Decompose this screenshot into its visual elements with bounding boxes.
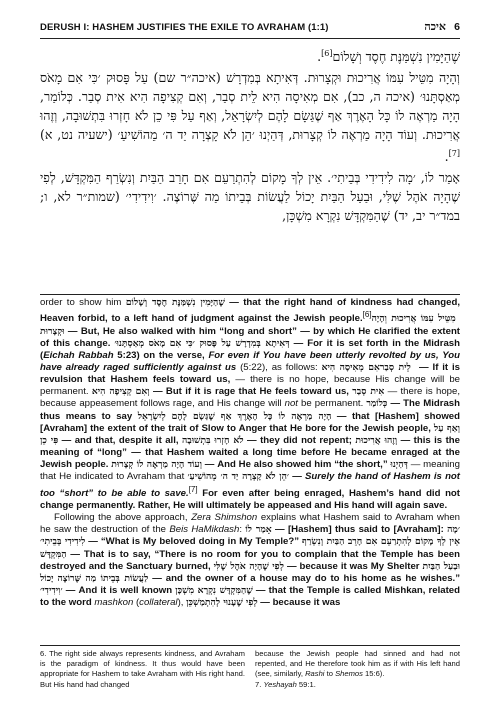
text-run: — For it is set forth in the Midrash ( xyxy=(40,337,460,361)
text-run: — there is no hope, because His change will be permanent. xyxy=(40,374,460,398)
hebrew-main-text xyxy=(40,44,460,227)
footnote-marker: [7] xyxy=(448,149,460,159)
text-run: Surely the hand of Hashem is not too “short” to be able to save. xyxy=(40,471,460,499)
text-run: — they did not repent; xyxy=(243,434,356,446)
text-run: — because it was xyxy=(257,597,341,609)
english-commentary xyxy=(40,297,460,609)
text-run: — But, He also walked with him “long and short” — by which He clarified the extent of this change. xyxy=(40,325,460,349)
text-run: be permanent. xyxy=(297,398,367,410)
text-run: Following the above approach, xyxy=(54,512,192,524)
text-run: For even after being enraged, Hashem’s hand did not change permanently. Rather, He will ultimately be appeased and His hand will again save. xyxy=(40,487,460,511)
running-hebrew-title: איכה xyxy=(424,20,446,33)
hebrew-quote: לְפִי שֶׁהָיָה אֹהֶל שֶׁלִּי xyxy=(213,560,284,572)
footnote-marker: [6] xyxy=(321,49,333,58)
hebrew-quote: לַעֲשׂוֹת בְּבֵיתוֹ מַה שֶּׁרוֹצֶה xyxy=(57,572,149,584)
text-run: 5:23) on the verse, xyxy=(113,349,209,361)
text-run: — That is to say, “There is no room for you to complain that the Temple has been destroyed and the Sanctuary burned, xyxy=(40,548,460,572)
hebrew-quote: לֹא חָזְרוּ בִּתְשׁוּבָה xyxy=(181,434,244,446)
text-run: Zera Shimshon xyxy=(191,512,258,524)
english-paragraph-1 xyxy=(40,297,460,512)
hebrew-quote: שֶׁהַמִּקְדָּשׁ נִקְרָא מִשְׁכָּן xyxy=(175,584,253,596)
footnote-6 xyxy=(40,649,245,690)
hebrew-quote: דְּהַיְנוּ xyxy=(390,459,408,471)
text-run: — this is the meaning of “long” — that Hashem waited a long time before He became enraged at the Jewish people. xyxy=(40,434,460,471)
hebrew-paragraph-2: וְהָיָה מִטֵּיל עִמּוֹ אֲרִיכוּת וּקְצָרוּת. דְּאִיתָא בְּמִדְרָשׁ (איכה״ר שם) עַל פָּסוּק ׳כִּי אִם מָאֹס מְאַסְתָּנוּ׳ (איכה ה, כב), אִם מְאִיסָה הִיא לֵית סְבַר, וְאִם קְצִיפָה הִיא אִית סְבַר. כְּלוֹמַר, הָיָה מַרְאֶה לוֹ כָּל הָאֶרֶךְ אַף שֶׁגַּשָׂם לָהֶם לְיִשְׂרָאֵל, וְאַף עַל פִּי כֵן לֹא חָזְרוּ בִּתְשׁוּבָה, וְזֶהוּ אֲרִיכוּת. וְעוֹד הָיָה מַרְאֶה לוֹ קְצָרוּת, דְּהַיְנוּ ׳הֵן לֹא קָצְרָה יַד ה׳ מֵהוֹשִׁיעַ׳ (ישעיה נט, א)[7]. xyxy=(40,70,460,165)
text-run: — meaning that He indicated to Avraham that xyxy=(40,459,460,483)
text-run: — that the right hand of kindness had changed, Heaven forbid, to a left hand of judgment against the Jewish people. xyxy=(40,297,461,325)
hebrew-quote: ׳הֵן לֹא קָצְרָה יַד ה׳ מֵהוֹשִׁיעַ׳ xyxy=(187,471,290,483)
hebrew-paragraph-3: אָמַר לוֹ, ׳מָה לִידִידִי בְּבֵיתִי׳. אֵין לְךָ מָקוֹם לְהִתְרַעֵם אִם חָרֵב הַבַּיִת וְנִשְׂרַף הַמִּקְדָּשׁ, לְפִי שֶׁהָיָה אֹהֶל שֶׁלִּי, וּבַעַל הַבַּיִת יָכוֹל לַעֲשׂוֹת בְּבֵיתוֹ מַה שֶּׁרוֹצֶה. ׳וִידִידִי׳ (שמות״ר לא, ו; במד״ר יב, יד) שֶׁהַמִּקְדָּשׁ נִקְרָא מִשְׁכָּן, xyxy=(40,170,460,224)
hebrew-paragraph-1: שֶׁהַיָּמִין נִשְׁמַּנֶּת חֶסֶד וְשָׁלוֹם[6]. xyxy=(317,49,460,65)
text-run: — there is hope, because appeasement follows rage, and His change will xyxy=(40,386,460,410)
header-rule xyxy=(40,38,460,39)
text-run: — The Midrash thus means to say xyxy=(40,398,460,422)
text-run: Beis HaMikdash xyxy=(169,524,240,536)
text-run: : xyxy=(239,524,246,536)
hebrew-quote: וְעוֹד הָיָה מַרְאֶה לוֹ קְצָרוּת xyxy=(111,459,202,471)
hebrew-quote: ׳מָה לִידִידִי בְּבֵיתִי׳ xyxy=(40,524,460,548)
hebrew-quote: דְּאִיתָא בְּמִדְרָשׁ עַל פָּסוּק ׳כִּי אִם מָאֹס מְאַסְתָּנוּ׳ xyxy=(114,337,290,349)
text-divider-rule xyxy=(40,294,460,295)
hebrew-quote: לְפִי שֶׁעָנוּי לְהִתְמַשְׁכֵּן xyxy=(186,597,258,609)
text-run: — “What is My beloved doing in My Temple?” xyxy=(85,536,302,548)
text-run: — And He also showed him “the short,” xyxy=(201,459,391,471)
text-run: — And it is well known xyxy=(62,584,176,596)
hebrew-quote: אִם מְאִיסָה הִיא xyxy=(321,361,380,373)
text-run: — [Hashem] thus said to [Avraham]: xyxy=(271,524,448,536)
hebrew-quote: וּבַעַל הַבַּיִת יָכוֹל xyxy=(40,560,460,584)
running-header xyxy=(40,20,460,36)
text-run: [6] xyxy=(362,310,372,320)
text-run: — xyxy=(289,471,305,483)
hebrew-quote: אִית סְבַר xyxy=(352,386,385,398)
text-run: — and that, despite it all, xyxy=(58,434,182,446)
hebrew-quote: וְאִם קְצִיפָה הִיא xyxy=(91,386,150,398)
hebrew-quote: כְּלוֹמַר xyxy=(366,398,388,410)
text-run: mashkon xyxy=(94,597,134,609)
hebrew-quote: מִטֵּיל עִמּוֹ אֲרִיכוּת וּקְצָרוּת xyxy=(40,313,460,337)
hebrew-quote: אָמַר לוֹ xyxy=(245,524,272,536)
text-run: — If it is revulsion that Hashem feels toward us, xyxy=(40,361,460,386)
text-run: — that [Hashem] showed [Avraham] the extent of the trait of Slow to Anger that He bore for the Jewish people, xyxy=(40,410,460,434)
footnote-text: 6. The right side always represents kindness, and Avraham is the paradigm of kindness. It thus would have been appropriate for Hashem to take Avraham with His right hand. But His hand had changed xyxy=(40,649,245,689)
running-title: DERUSH I: HASHEM JUSTIFIES THE EXILE TO AVRAHAM (1:1) xyxy=(40,22,329,33)
text-run: — that the Temple is called Mishkan, related to the word xyxy=(40,584,460,609)
english-paragraph-2 xyxy=(40,512,460,609)
text-run: collateral xyxy=(139,597,178,609)
text-run: not xyxy=(284,398,298,410)
text-run: [7] xyxy=(188,484,198,494)
footnote-6-continued xyxy=(255,649,460,690)
text-run: (5:22), as follows: xyxy=(236,361,322,373)
footnote-7: 7. Yeshayah 59:1. xyxy=(255,679,316,689)
hebrew-quote: אֵין לְךָ מָקוֹם לְהִתְרַעֵם אִם חָרֵב הַבַּיִת וְנִשְׂרַף הַמִּקְדָּשׁ xyxy=(40,536,460,560)
footnote-text: because the Jewish people had sinned and had not repented, and He therefore took him as if with His left hand (see, similarly, Rashi to Shemos 15:6). xyxy=(255,649,460,679)
text-run: For even if You have been utterly revolted by us, You have already raged sufficiently against us xyxy=(40,349,460,373)
hebrew-line: שֶׁהַיָּמִין נִשְׁמַּנֶּת חֶסֶד וְשָׁלוֹם xyxy=(332,49,460,65)
hebrew-quote: וְהָיָה xyxy=(371,313,392,325)
hebrew-quote: הָיָה מַרְאֶה לוֹ כָּל הָאֶרֶךְ אַף שֶׁגַּשָׂם לָהֶם לְיִשְׂרָאֵל xyxy=(137,410,332,422)
hebrew-quote: שֶׁהַיָּמִין נִשְׁמַּנֶּת חֶסֶד וְשָׁלוֹם xyxy=(125,297,225,308)
text-run: Eichah Rabbah xyxy=(43,349,114,361)
text-run: ( xyxy=(133,597,140,609)
text-run: — and the owner of a house may do to his home as he wishes.” xyxy=(148,572,460,584)
footnote-rule xyxy=(40,645,460,646)
hebrew-quote: וְאַף עַל פִּי כֵן xyxy=(40,422,460,446)
hebrew-quote: וְזֶהוּ אֲרִיכוּת xyxy=(355,434,398,446)
hebrew-line: וְהָיָה מִטֵּיל עִמּוֹ אֲרִיכוּת וּקְצָרוּת. דְּאִיתָא בְּמִדְרָשׁ (איכה״ר שם) עַל פָּסוּק ׳כִּי אִם מָאֹס מְאַסְתָּנוּ׳ (איכה ה, כב), אִם מְאִיסָה הִיא לֵית סְבַר, וְאִם קְצִיפָה הִיא אִית סְבַר. כְּלוֹמַר, הָיָה מַרְאֶה לוֹ כָּל הָאֶרֶךְ אַף שֶׁגַּשָׂם לָהֶם לְיִשְׂרָאֵל, וְאַף עַל פִּי כֵן לֹא חָזְרוּ בִּתְשׁוּבָה, וְזֶהוּ אֲרִיכוּת. וְעוֹד הָיָה מַרְאֶה לוֹ קְצָרוּת, דְּהַיְנוּ ׳הֵן לֹא קָצְרָה יַד ה׳ מֵהוֹשִׁיעַ׳ (ישעיה נט, א) xyxy=(40,70,460,143)
text-run: explains what Hashem said to Avraham when he saw the destruction of the xyxy=(40,512,460,536)
text-run: — because it was My Shelter xyxy=(283,560,423,572)
hebrew-quote: לֵית סְבַר xyxy=(379,361,416,373)
hebrew-quote: ׳וִידִידִי׳ xyxy=(40,584,63,596)
text-run: order to show him xyxy=(40,297,126,308)
page-number: 6 xyxy=(454,21,460,33)
text-run: — But if it is rage that He feels toward us, xyxy=(149,386,353,398)
text-run: ), xyxy=(177,597,187,609)
